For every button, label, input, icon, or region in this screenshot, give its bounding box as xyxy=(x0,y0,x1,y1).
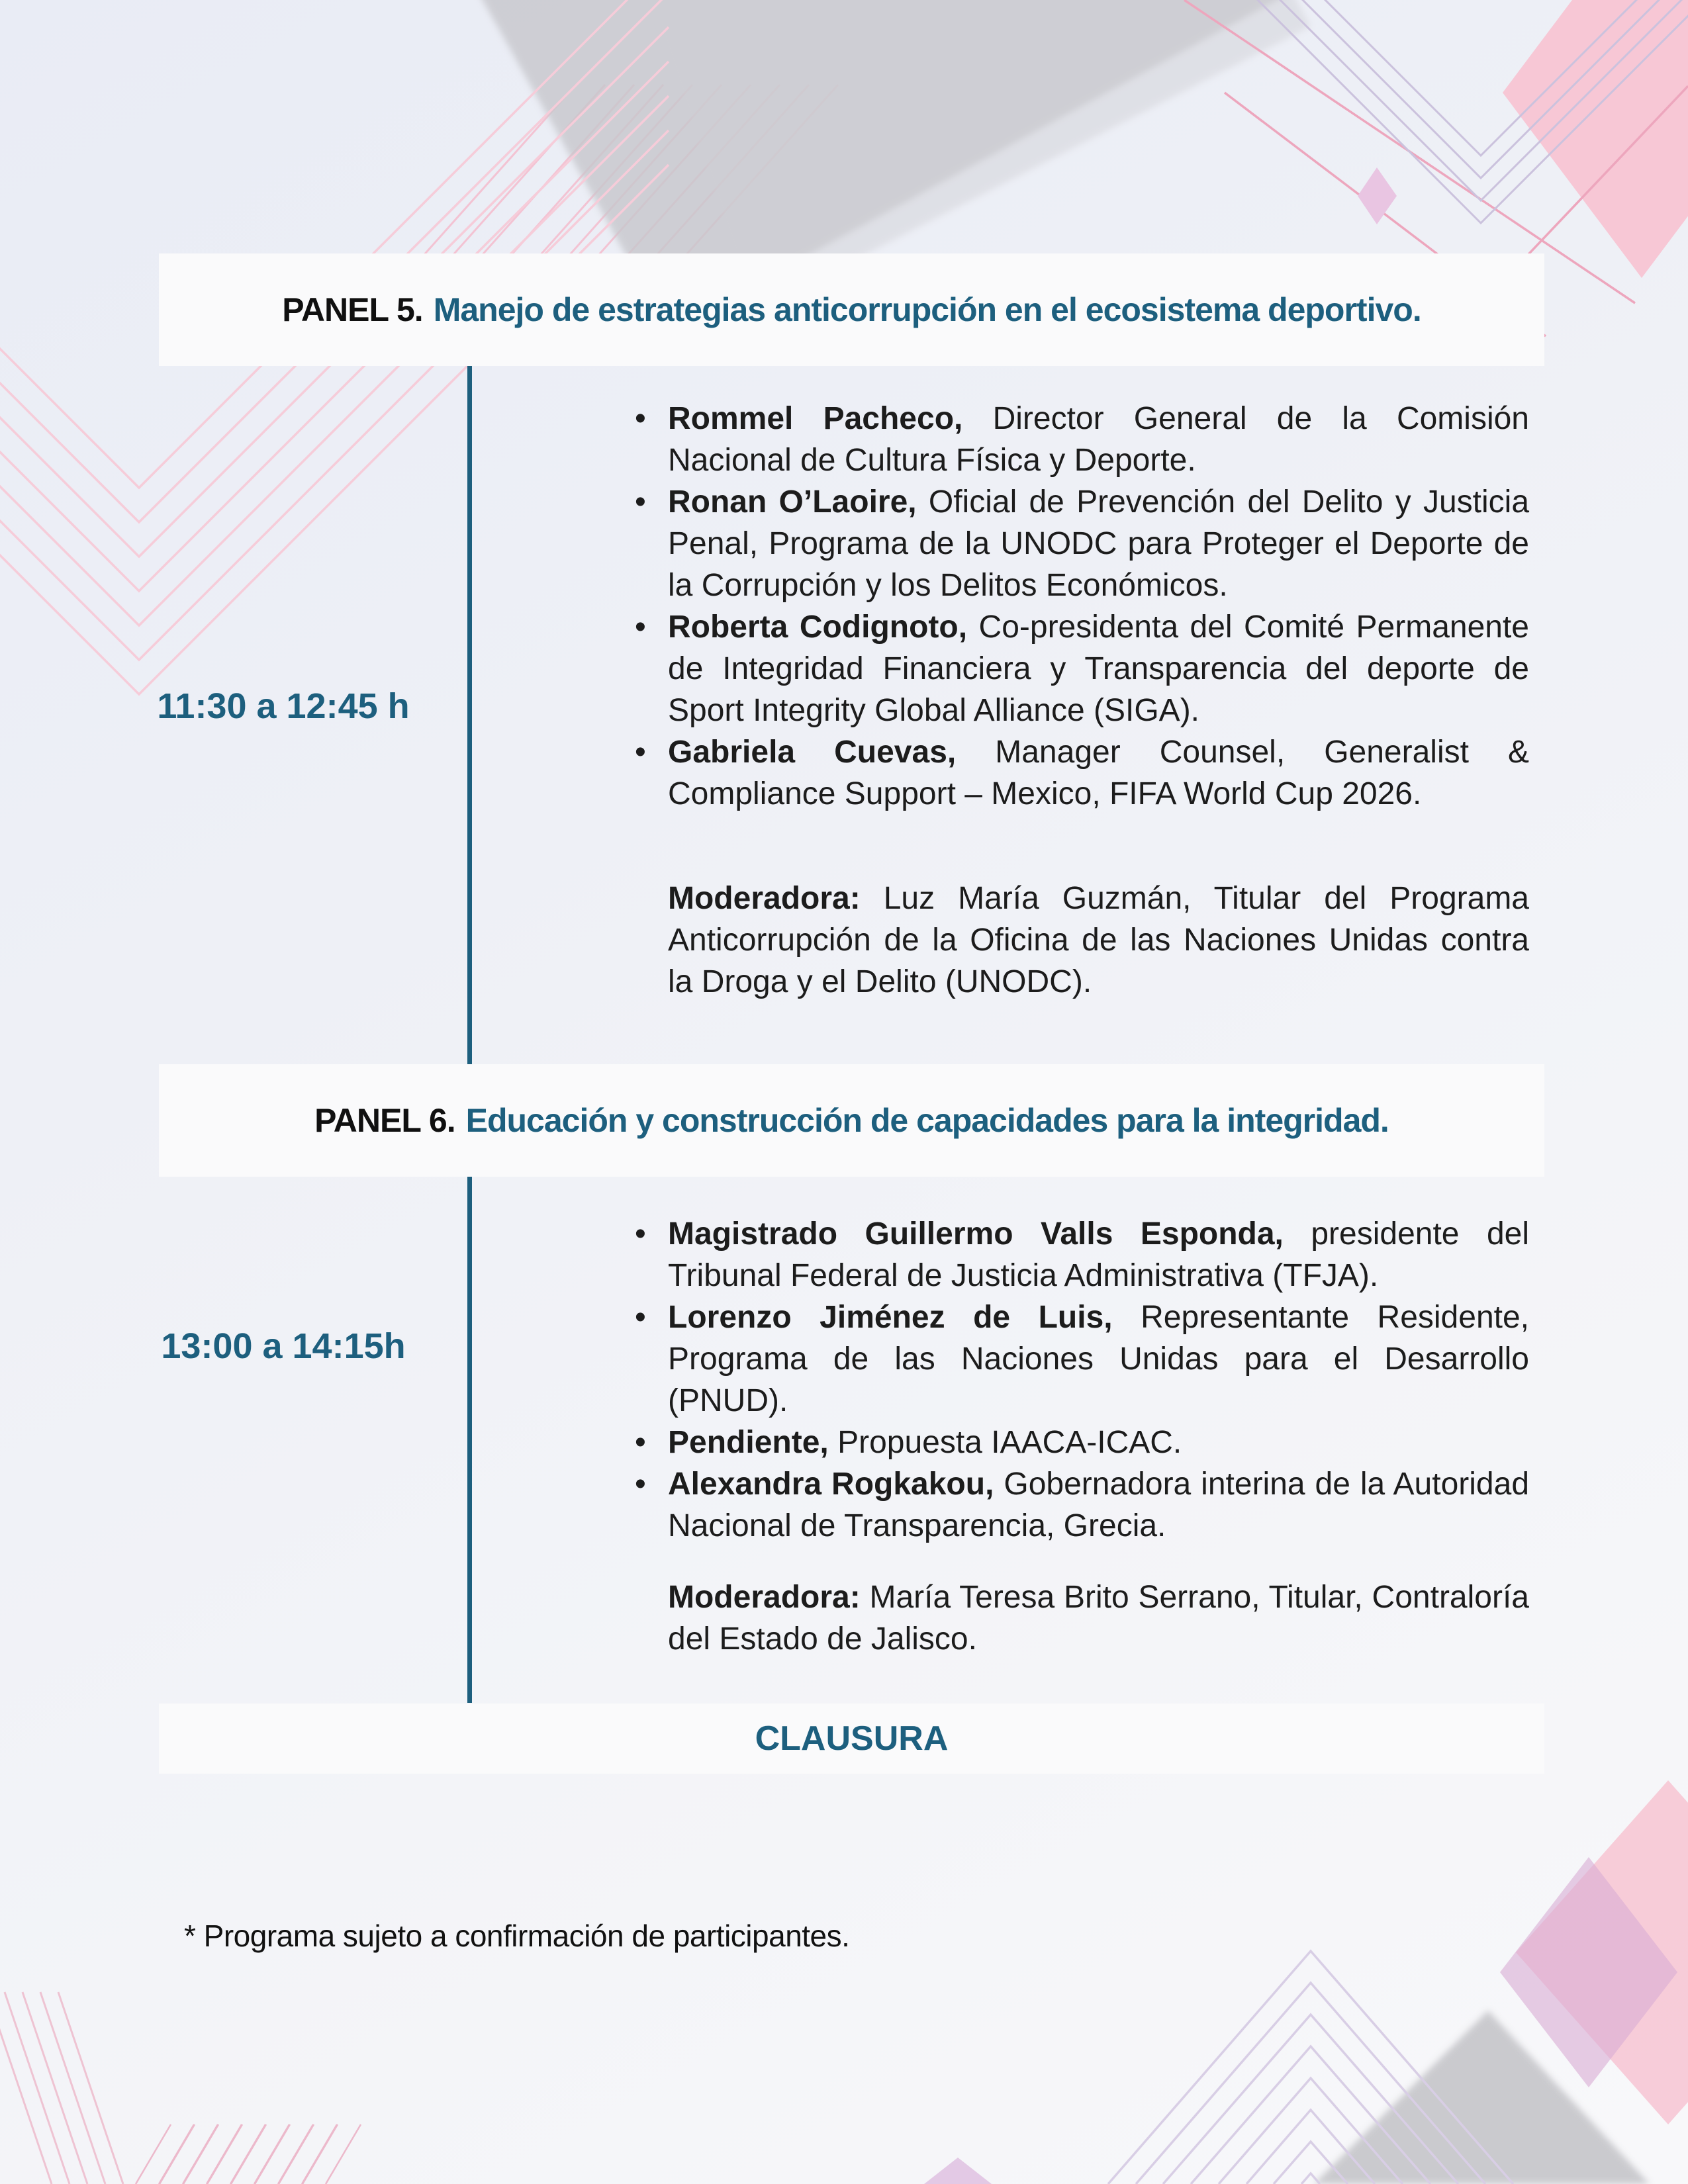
speaker-role: Gobernadora interina de la Autoridad Nacional de Transparencia, Grecia. xyxy=(668,1467,1530,1543)
speaker-role: Propuesta IAACA-ICAC. xyxy=(837,1425,1182,1460)
panel5-time: 11:30 a 12:45 h xyxy=(157,686,410,726)
speaker-name: Pendiente, xyxy=(668,1425,829,1460)
speaker-name: Magistrado Guillermo Valls Esponda, xyxy=(668,1216,1284,1251)
speaker-role: presidente del Tribunal Federal de Justicia Administrativa (TFJA). xyxy=(668,1216,1530,1293)
bullet-icon: • xyxy=(635,1300,646,1335)
speaker-name: Roberta Codignoto, xyxy=(668,610,968,645)
list-item xyxy=(626,481,1529,606)
bullet-icon: • xyxy=(635,484,646,520)
list-item xyxy=(626,1297,1529,1422)
panel6-title-text: Educación y construcción de capacidades para la integridad. xyxy=(465,1102,1389,1139)
clausura-band xyxy=(159,1704,1544,1774)
clausura-label: CLAUSURA xyxy=(755,1719,949,1758)
speaker-name: Ronan O’Laoire, xyxy=(668,484,917,520)
footnote: * Programa sujeto a confirmación de participantes. xyxy=(184,1919,850,1953)
panel6-header-band xyxy=(159,1064,1544,1177)
panel5-title-text: Manejo de estrategias anticorrupción en el ecosistema deportivo. xyxy=(433,291,1421,328)
list-item xyxy=(626,731,1529,815)
panel6-label: PANEL 6. xyxy=(314,1102,455,1139)
speaker-role: Manager Counsel, Generalist & Compliance Support – Mexico, FIFA World Cup 2026. xyxy=(668,735,1529,811)
moderator-text: Luz María Guzmán, Titular del Programa Anticorrupción de la Oficina de las Naciones Unidas contra la Droga y el Delito (UNODC). xyxy=(668,881,1529,999)
list-item xyxy=(626,1213,1529,1297)
panel6-time: 13:00 a 14:15h xyxy=(161,1326,406,1366)
moderator-label: Moderadora: xyxy=(668,881,861,916)
panel5-header-band xyxy=(159,253,1544,366)
panel5-moderator xyxy=(626,878,1529,1003)
list-item xyxy=(626,1422,1529,1463)
panel5-label: PANEL 5. xyxy=(282,291,423,328)
pink-crosshatch-bottom-left xyxy=(136,2124,361,2184)
bullet-icon: • xyxy=(635,1216,646,1251)
list-item xyxy=(626,1463,1529,1547)
panel6-divider-line xyxy=(467,1177,472,1703)
speaker-name: Gabriela Cuevas, xyxy=(668,735,957,770)
panel6-moderator xyxy=(626,1576,1529,1660)
bullet-icon: • xyxy=(635,401,646,436)
speaker-role: Representante Residente, Programa de las Naciones Unidas para el Desarrollo (PNUD). xyxy=(668,1300,1530,1418)
speaker-name: Lorenzo Jiménez de Luis, xyxy=(668,1300,1113,1335)
moderator-text: María Teresa Brito Serrano, Titular, Contraloría del Estado de Jalisco. xyxy=(668,1580,1529,1657)
bullet-icon: • xyxy=(635,610,646,645)
bullet-icon: • xyxy=(635,735,646,770)
list-item xyxy=(626,606,1529,731)
panel6-title xyxy=(314,1101,1389,1140)
panel5-divider-line xyxy=(467,366,472,1064)
speaker-name: Alexandra Rogkakou, xyxy=(668,1467,994,1502)
bullet-icon: • xyxy=(635,1425,646,1460)
purple-triangle-bottom-center xyxy=(924,2158,992,2184)
moderator-label: Moderadora: xyxy=(668,1580,861,1615)
speaker-name: Rommel Pacheco, xyxy=(668,401,963,436)
pink-line-fan-bottom-left xyxy=(0,1992,123,2184)
speaker-role: Oficial de Prevención del Delito y Justicia Penal, Programa de la UNODC para Proteger el Deporte de la Corrupción y los Delitos Económicos. xyxy=(668,484,1530,603)
panel5-speaker-list xyxy=(626,398,1529,1003)
list-item xyxy=(626,398,1529,481)
bullet-icon: • xyxy=(635,1467,646,1502)
panel5-title xyxy=(282,291,1421,329)
speaker-role: Director General de la Comisión Nacional de Cultura Física y Deporte. xyxy=(668,401,1530,478)
speaker-role: Co-presidenta del Comité Permanente de Integridad Financiera y Transparencia del deporte de Sport Integrity Global Alliance (SIGA). xyxy=(668,610,1529,728)
purple-diamond-small-top-right xyxy=(1358,167,1397,224)
panel6-speaker-list xyxy=(626,1213,1529,1660)
